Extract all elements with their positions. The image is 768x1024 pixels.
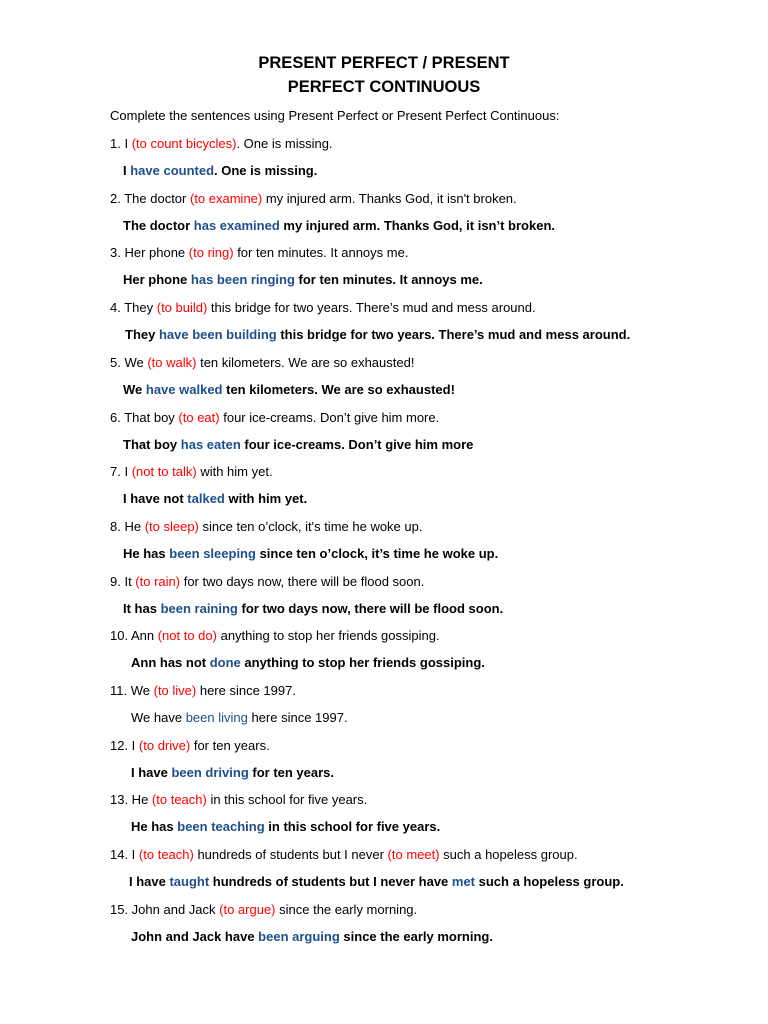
question-15 <box>110 901 417 919</box>
question-7 <box>110 463 273 481</box>
answer-verb: done <box>209 655 241 671</box>
instructions: Complete the sentences using Present Perfect or Present Perfect Continuous: <box>110 108 560 123</box>
sentence-text: He has <box>123 545 170 561</box>
answer-8 <box>123 545 498 563</box>
verb-prompt: (to ring) <box>188 245 234 261</box>
answer-verb: has examined <box>193 217 280 233</box>
sentence-text: for ten minutes. It annoys me. <box>294 272 483 288</box>
answer-2 <box>123 217 555 235</box>
answer-verb: been arguing <box>258 928 340 944</box>
answer-11 <box>131 709 348 727</box>
sentence-text: since ten o’clock, it’s time he woke up. <box>255 545 499 561</box>
answer-5 <box>123 381 455 399</box>
verb-prompt: (to rain) <box>135 573 181 589</box>
question-2 <box>110 190 517 208</box>
sentence-text: four ice-creams. Don’t give him more <box>240 436 474 452</box>
answer-verb: have counted <box>130 163 215 178</box>
answer-15 <box>131 928 493 946</box>
answer-verb: have been building <box>158 327 277 343</box>
sentence-text: 8. He <box>110 518 145 534</box>
sentence-text: I have <box>131 764 172 780</box>
sentence-text: It has <box>123 600 161 616</box>
question-9 <box>110 573 424 591</box>
question-4 <box>110 299 536 317</box>
sentence-text: . One is missing. <box>236 136 333 151</box>
sentence-text: . One is missing. <box>214 163 318 178</box>
sentence-text: 1. I <box>110 136 132 151</box>
sentence-text: We <box>123 381 146 397</box>
answer-verb: been teaching <box>177 819 265 835</box>
question-5 <box>110 354 414 372</box>
question-6 <box>110 409 439 427</box>
sentence-text: 11. We <box>110 683 154 698</box>
sentence-text: 7. I <box>110 464 132 480</box>
sentence-text: 15. John and Jack <box>110 901 220 917</box>
answer-7 <box>123 490 307 508</box>
sentence-text: I have <box>129 874 170 890</box>
verb-prompt: (to eat) <box>178 409 220 425</box>
question-8 <box>110 518 422 536</box>
question-11 <box>110 682 296 700</box>
sentence-text: here since 1997. <box>247 710 348 725</box>
answer-verb: talked <box>187 491 225 507</box>
question-13 <box>110 791 367 809</box>
question-14 <box>110 846 578 864</box>
sentence-text: We have <box>131 710 186 725</box>
sentence-text: for ten years. <box>248 764 335 780</box>
verb-prompt: (to drive) <box>138 737 191 753</box>
answer-verb: been sleeping <box>169 545 256 561</box>
sentence-text: 14. I <box>110 847 139 863</box>
sentence-text: Her phone <box>123 272 191 288</box>
sentence-text: since the early morning. <box>275 901 418 917</box>
sentence-text: I <box>123 163 131 178</box>
answer-1 <box>123 162 317 180</box>
question-12 <box>110 737 270 755</box>
answer-3 <box>123 271 483 289</box>
sentence-text: Ann has not <box>131 655 210 671</box>
sentence-text: for ten minutes. It annoys me. <box>233 245 409 261</box>
sentence-text: anything to stop her friends gossiping. <box>216 628 440 644</box>
page-title-line-1: PRESENT PERFECT / PRESENT <box>258 54 510 72</box>
answer-9 <box>123 600 503 618</box>
verb-prompt: (to build) <box>156 300 208 316</box>
sentence-text: They <box>125 327 159 343</box>
verb-prompt: (not to talk) <box>131 464 197 480</box>
answer-verb: met <box>451 874 476 890</box>
verb-prompt: (to sleep) <box>144 518 199 534</box>
sentence-text: such a hopeless group. <box>439 847 578 863</box>
sentence-text: since the early morning. <box>339 928 493 944</box>
sentence-text: my injured arm. Thanks God, it isn’t broken. <box>279 217 555 233</box>
verb-prompt: (to live) <box>153 683 197 698</box>
sentence-text: John and Jack have <box>131 928 259 944</box>
page-title-line-2: PERFECT CONTINUOUS <box>287 78 481 96</box>
question-3 <box>110 244 408 262</box>
answer-13 <box>131 818 440 836</box>
sentence-text: since ten o’clock, it's time he woke up. <box>198 518 423 534</box>
verb-prompt: (to teach) <box>151 792 207 808</box>
sentence-text: with him yet. <box>224 491 308 507</box>
question-10 <box>110 627 440 645</box>
sentence-text: for two days now, there will be flood soon. <box>237 600 504 616</box>
sentence-text: 10. Ann <box>110 628 158 644</box>
sentence-text: He has <box>131 819 178 835</box>
sentence-text: this bridge for two years. There’s mud and mess around. <box>276 327 631 343</box>
answer-verb: been driving <box>171 764 249 780</box>
question-1 <box>110 135 333 153</box>
sentence-text: I have not <box>123 491 188 507</box>
sentence-text: The doctor <box>123 217 194 233</box>
sentence-text: in this school for five years. <box>264 819 441 835</box>
sentence-text: 4. They <box>110 300 157 316</box>
sentence-text: hundreds of students but I never have <box>209 874 452 890</box>
verb-prompt: (to teach) <box>138 847 194 863</box>
sentence-text: my injured arm. Thanks God, it isn't broken. <box>262 190 517 206</box>
sentence-text: this bridge for two years. There’s mud and mess around. <box>207 300 536 316</box>
sentence-text: That boy <box>123 436 181 452</box>
verb-prompt: (to argue) <box>219 901 276 917</box>
verb-prompt: (to meet) <box>387 847 440 863</box>
sentence-text: 2. The doctor <box>110 190 190 206</box>
answer-4 <box>125 326 630 344</box>
answer-verb: taught <box>169 874 210 890</box>
sentence-text: four ice-creams. Don’t give him more. <box>219 409 440 425</box>
answer-10 <box>131 654 485 672</box>
sentence-text: 5. We <box>110 354 148 370</box>
answer-verb: has been ringing <box>190 272 295 288</box>
answer-12 <box>131 764 334 782</box>
sentence-text: for ten years. <box>190 737 270 753</box>
sentence-text: such a hopeless group. <box>475 874 624 890</box>
sentence-text: ten kilometers. We are so exhausted! <box>196 354 415 370</box>
answer-verb: has eaten <box>180 436 241 452</box>
sentence-text: in this school for five years. <box>206 792 368 808</box>
verb-prompt: (to count bicycles) <box>131 136 237 151</box>
answer-verb: been living <box>185 710 248 725</box>
sentence-text: ten kilometers. We are so exhausted! <box>222 381 455 397</box>
sentence-text: 6. That boy <box>110 409 179 425</box>
verb-prompt: (to examine) <box>189 190 263 206</box>
answer-14 <box>129 873 624 891</box>
sentence-text: 9. It <box>110 573 136 589</box>
sentence-text: 13. He <box>110 792 152 808</box>
sentence-text: here since 1997. <box>196 683 296 698</box>
sentence-text: for two days now, there will be flood soon. <box>180 573 425 589</box>
sentence-text: 3. Her phone <box>110 245 189 261</box>
sentence-text: with him yet. <box>196 464 273 480</box>
answer-verb: been raining <box>160 600 238 616</box>
sentence-text: 12. I <box>110 737 139 753</box>
verb-prompt: (not to do) <box>157 628 217 644</box>
answer-verb: have walked <box>145 381 223 397</box>
verb-prompt: (to walk) <box>147 354 197 370</box>
answer-6 <box>123 436 473 454</box>
sentence-text: anything to stop her friends gossiping. <box>240 655 485 671</box>
sentence-text: hundreds of students but I never <box>193 847 388 863</box>
